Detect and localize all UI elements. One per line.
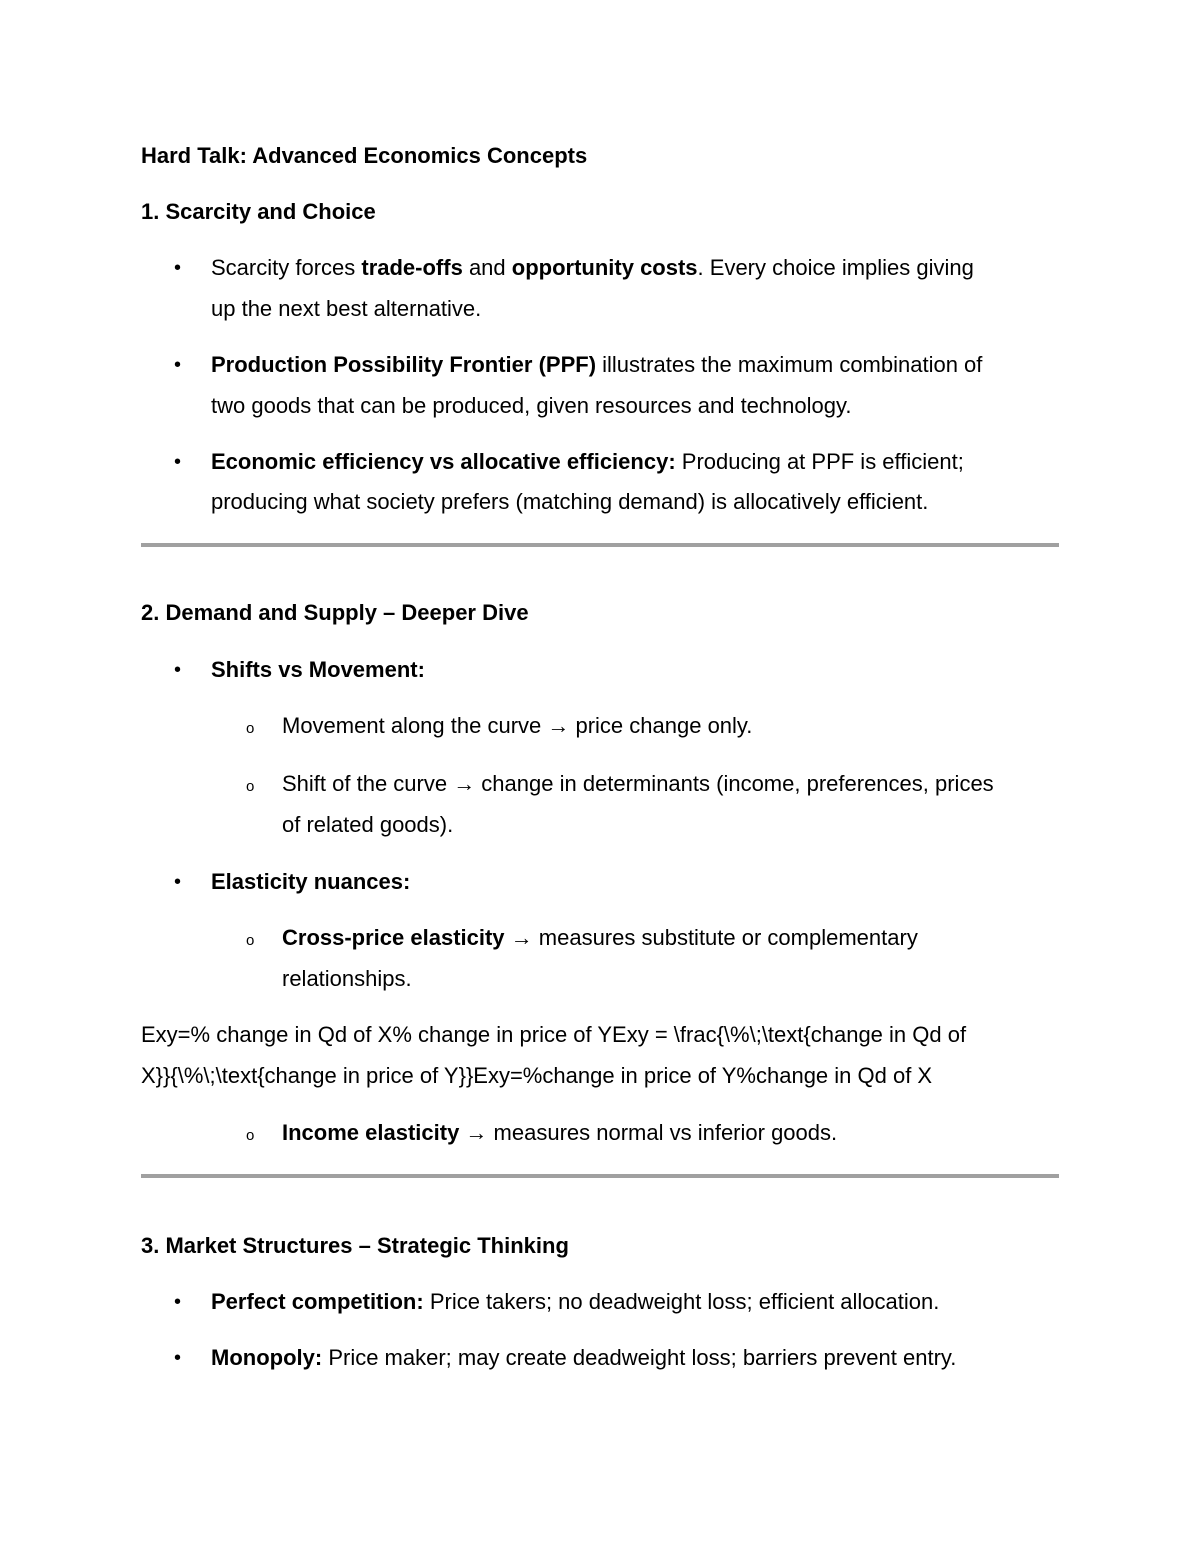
section-3-heading: 3. Market Structures – Strategic Thinking [141, 1233, 569, 1258]
s3-bullet-monopoly: Monopoly: Price maker; may create deadweight loss; barriers prevent entry. [211, 1345, 957, 1370]
formula-line-2: X}}{\%\;\text{change in price of Y}}Exy=%change in price of Y%change in Qd of X [141, 1063, 933, 1088]
s2-sub-income: Income elasticity → measures normal vs inferior goods. [282, 1120, 838, 1145]
s1-bullet-1-line-2: up the next best alternative. [211, 296, 482, 321]
s2-sub-movement: Movement along the curve → price change only. [282, 713, 753, 738]
s2-bullet-shifts: Shifts vs Movement: [211, 657, 425, 682]
bullet-icon: • [174, 1291, 182, 1313]
s1-bullet-3-line-1: Economic efficiency vs allocative efficiency: Producing at PPF is efficient; [211, 449, 964, 474]
sub-bullet-icon: o [246, 1127, 255, 1144]
s1-bullet-3-line-2: producing what society prefers (matching demand) is allocatively efficient. [211, 489, 929, 514]
horizontal-rule [141, 1174, 1059, 1178]
bullet-icon: • [174, 659, 182, 681]
document-title: Hard Talk: Advanced Economics Concepts [141, 143, 588, 168]
sub-bullet-icon: o [246, 778, 255, 795]
s2-bullet-elasticity: Elasticity nuances: [211, 869, 411, 894]
bullet-icon: • [174, 1347, 182, 1369]
s1-bullet-1-line-1: Scarcity forces trade-offs and opportunity costs. Every choice implies giving [211, 255, 974, 280]
bullet-icon: • [174, 871, 182, 893]
s2-sub-shift-line-2: of related goods). [282, 812, 454, 837]
formula-line-1: Exy=% change in Qd of X% change in price of YExy = \frac{\%\;\text{change in Qd of [141, 1022, 967, 1047]
bullet-icon: • [174, 451, 182, 473]
s2-sub-shift-line-1: Shift of the curve → change in determinants (income, preferences, prices [282, 771, 994, 796]
bullet-icon: • [174, 257, 182, 279]
s3-bullet-perfect-competition: Perfect competition: Price takers; no deadweight loss; efficient allocation. [211, 1289, 940, 1314]
s2-sub-cross-price-line-1: Cross-price elasticity → measures substitute or complementary [282, 925, 918, 950]
bullet-icon: • [174, 354, 182, 376]
horizontal-rule [141, 543, 1059, 547]
s2-sub-cross-price-line-2: relationships. [282, 966, 412, 991]
s1-bullet-2-line-1: Production Possibility Frontier (PPF) illustrates the maximum combination of [211, 352, 983, 377]
sub-bullet-icon: o [246, 720, 255, 737]
s1-bullet-2-line-2: two goods that can be produced, given resources and technology. [211, 393, 852, 418]
sub-bullet-icon: o [246, 932, 255, 949]
section-2-heading: 2. Demand and Supply – Deeper Dive [141, 600, 529, 625]
section-1-heading: 1. Scarcity and Choice [141, 199, 376, 224]
